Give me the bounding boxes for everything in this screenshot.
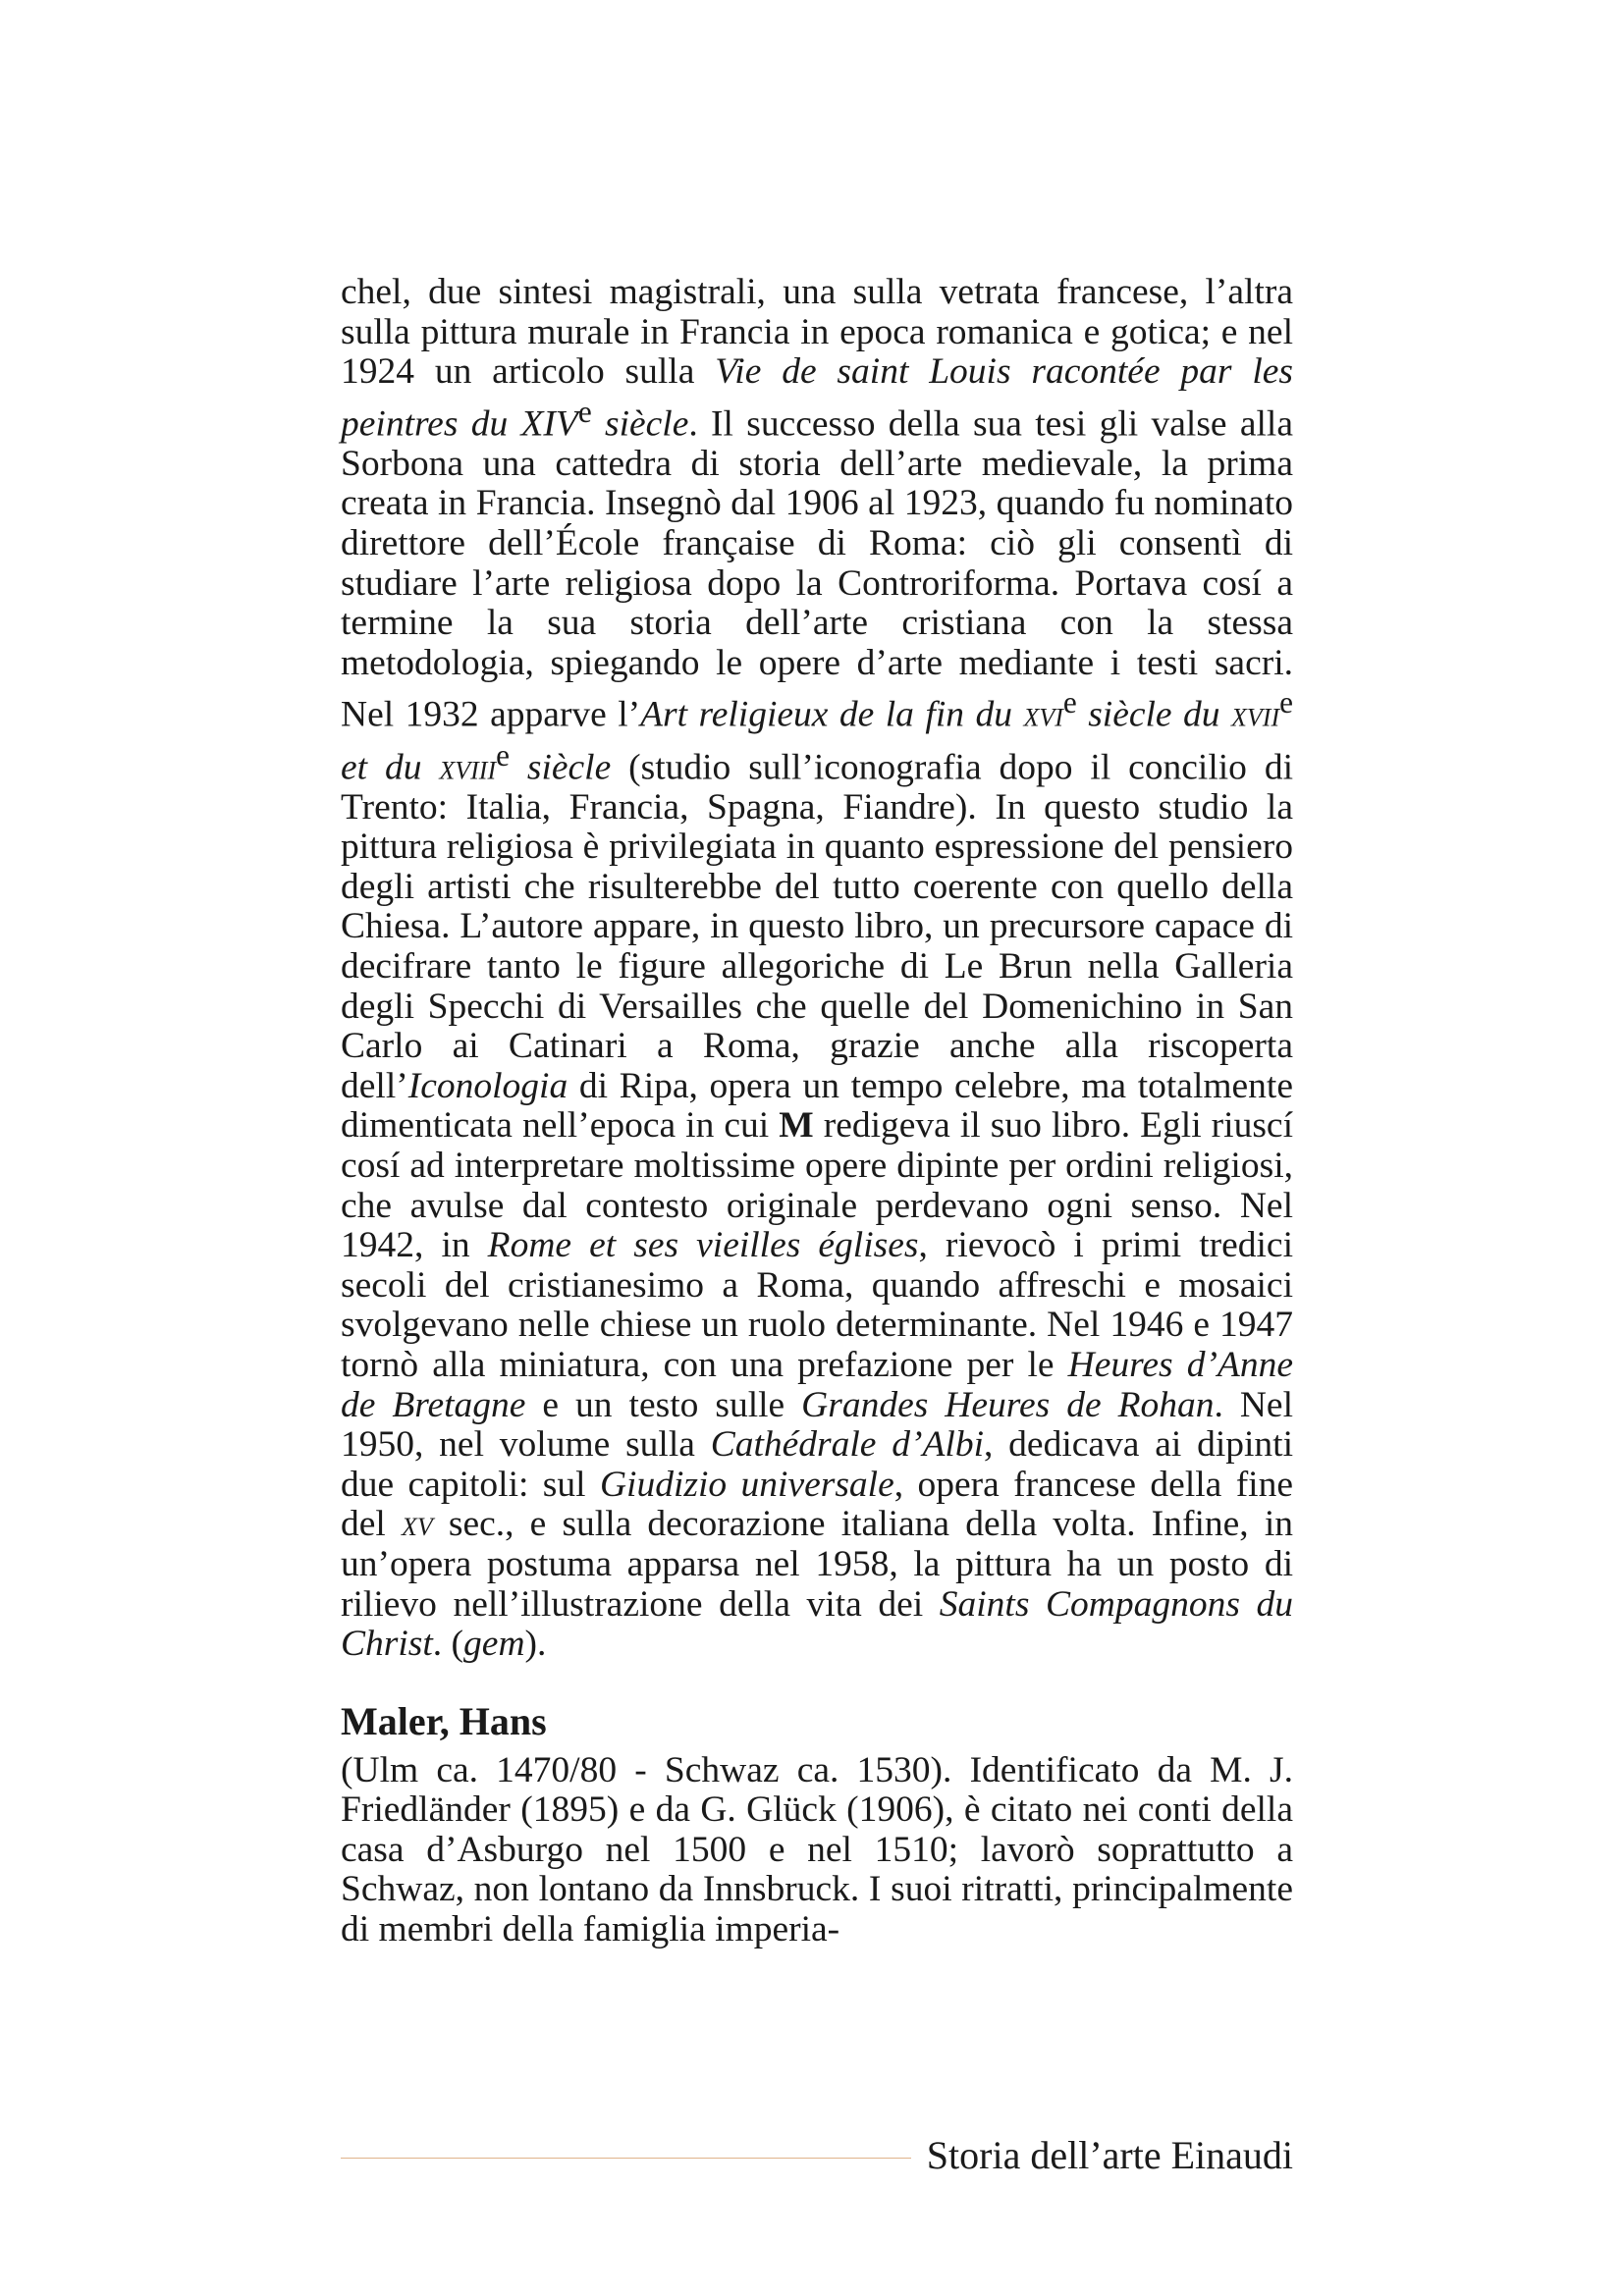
superscript-run: e xyxy=(577,394,592,429)
entry-heading: Maler, Hans xyxy=(341,1698,547,1743)
italic-run: siècle xyxy=(591,403,689,445)
italic-run: Grandes Heures de Rohan xyxy=(801,1384,1215,1425)
text-run: . ( xyxy=(432,1624,464,1665)
text-run: , rievocò i primi tredici secoli del cristianesimo a Roma, quando affreschi e mosaici svolgevano nelle chiese un ruolo determinante. Nel 1946 e 1947 tornò alla miniatura, con una prefazione per le xyxy=(341,1225,1293,1385)
italic-run: et du xyxy=(341,747,440,788)
smallcaps-run: xv xyxy=(401,1504,433,1545)
page-footer xyxy=(341,2130,1293,2179)
text-column xyxy=(341,273,1293,1950)
smallcaps-run: xvii xyxy=(1231,694,1280,735)
italic-run: siècle du xyxy=(1076,694,1232,735)
italic-run: Rome et ses vieilles églises xyxy=(487,1225,919,1266)
text-run: sec., e sulla decorazione italiana della volta. Infine, in un’opera postuma apparsa nel 1958, la pittura ha un posto di rilievo nell’illustrazione della vita dei xyxy=(341,1504,1293,1625)
text-run: ). xyxy=(524,1624,547,1665)
italic-run: Saints Compagnons du Christ xyxy=(341,1583,1293,1665)
superscript-run: e xyxy=(496,737,510,773)
continuation-paragraph xyxy=(341,273,1293,1665)
italic-run: siècle xyxy=(509,747,612,788)
text-run: e un testo sulle xyxy=(525,1384,802,1425)
italic-run: Art religieux de la fin du xyxy=(640,694,1024,735)
bold-run: M xyxy=(779,1105,814,1147)
entry-body: (Ulm ca. 1470/80 - Schwaz ca. 1530). Identificato da M. J. Friedländer (1895) e da G. Glück (1906), è citato nei conti della casa d’Asburgo nel 1500 e nel 1510; lavorò soprattutto a Schwaz, non lontano da Innsbruck. I suoi ritratti, principalmente di membri della famiglia imperia- xyxy=(341,1749,1293,1950)
smallcaps-run: xvi xyxy=(1023,694,1063,735)
superscript-run: e xyxy=(1062,685,1077,721)
text-run: . Nel 1950, nel volume sulla xyxy=(341,1384,1293,1466)
italic-run: Vie de saint Louis racontée par les peintres du XIV xyxy=(341,351,1293,445)
italic-run: gem xyxy=(463,1624,525,1665)
text-run: di Ripa, opera un tempo celebre, ma totalmente dimenticata nell’epoca in cui xyxy=(341,1065,1293,1147)
smallcaps-run: xviii xyxy=(439,747,497,788)
text-run: redigeva il suo libro. Egli riuscí cosí ad interpretare moltissime opere dipinte per ordini religiosi, che avulse dal contesto originale perdevano ogni senso. Nel 1942, in xyxy=(341,1105,1293,1266)
footer-label: Storia dell’arte Einaudi xyxy=(926,2132,1293,2177)
footer-rule xyxy=(341,2158,911,2159)
text-run: . Il successo della sua tesi gli valse alla Sorbona una cattedra di storia dell’arte medievale, la prima creata in Francia. Insegnò dal 1906 al 1923, quando fu nominato direttore dell’École française di Roma: ciò gli consentì di studiare l’arte religiosa dopo la Controriforma. Portava cosí a termine la sua storia dell’arte cristiana con la stessa metodologia, spiegando le opere d’arte mediante i testi sacri. Nel 1932 apparve l’ xyxy=(341,403,1293,735)
text-run: , opera francese della fine del xyxy=(341,1464,1293,1545)
text-run: , dedicava ai dipinti due capitoli: sul xyxy=(341,1424,1294,1505)
italic-run: Heures d’Anne de Bretagne xyxy=(341,1344,1293,1425)
italic-run: Cathédrale d’Albi xyxy=(710,1424,984,1466)
italic-run: Giudizio universale xyxy=(599,1464,894,1505)
text-run: chel, due sintesi magistrali, una sulla vetrata francese, l’altra sulla pittura murale in Francia in epoca romanica e gotica; e nel 1924 un articolo sulla xyxy=(341,272,1293,393)
italic-run: Iconologia xyxy=(407,1065,568,1106)
text-run: (studio sull’iconografia dopo il concilio di Trento: Italia, Francia, Spagna, Fiandre). In questo studio la pittura religiosa è privilegiata in quanto espressione del pensiero degli artisti che risulterebbe del tutto coerente con quello della Chiesa. L’autore appare, in questo libro, un precursore capace di decifrare tanto le figure allegoriche di Le Brun nella Galleria degli Specchi di Versailles che quelle del Domenichino in San Carlo ai Catinari a Roma, grazie anche alla riscoperta dell’ xyxy=(341,747,1293,1106)
superscript-run: e xyxy=(1279,685,1293,721)
